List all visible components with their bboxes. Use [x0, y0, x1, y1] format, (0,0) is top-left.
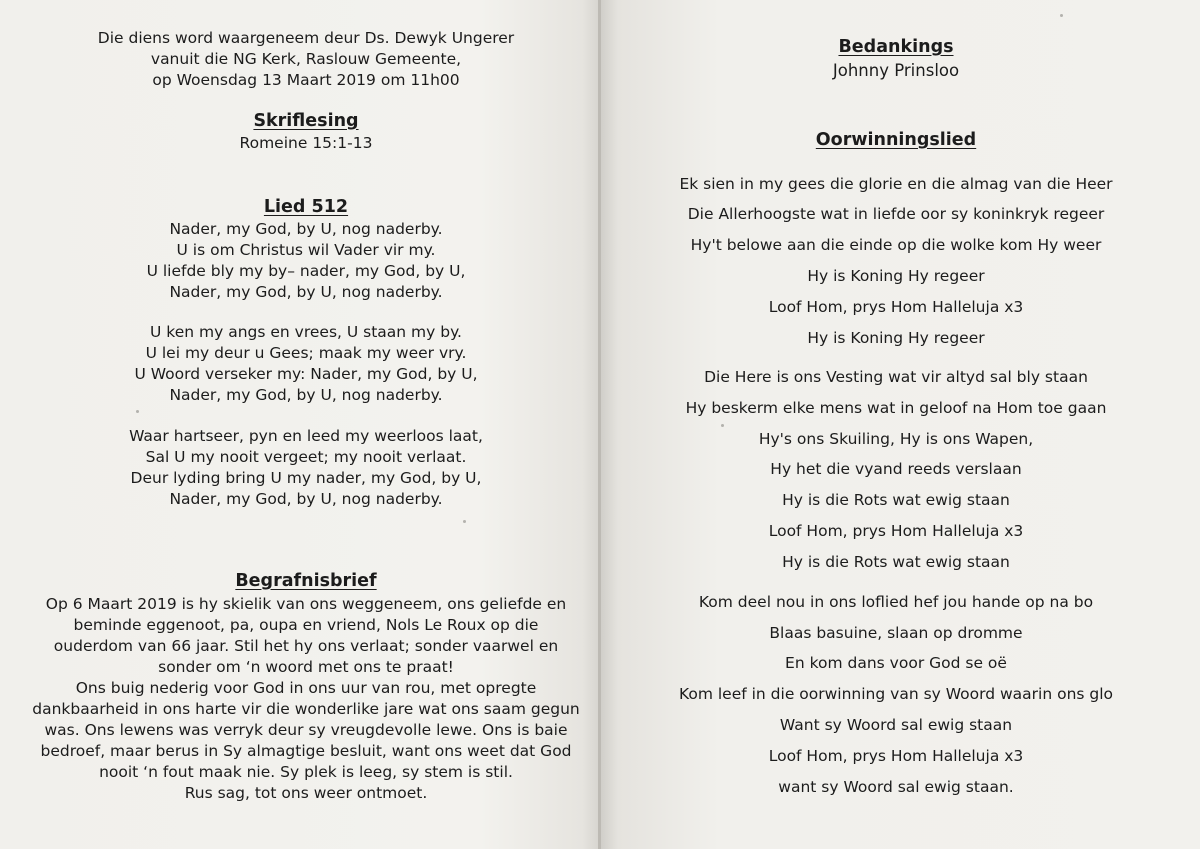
- funeral-letter-line: was. Ons lewens was verryk deur sy vreugdevolle lewe. Ons is baie: [44, 721, 568, 739]
- song-verse1-line: Hy is Koning Hy regeer: [807, 329, 985, 347]
- song-verse1-line: Hy't belowe aan die einde op die wolke kom Hy weer: [690, 236, 1102, 254]
- hymn-heading: Lied 512: [263, 197, 349, 217]
- hymn-verse3-line: Nader, my God, by U, nog naderby.: [169, 490, 443, 508]
- hymn-verse1-line: Nader, my God, by U, nog naderby.: [169, 220, 443, 238]
- song-verse3-line: Loof Hom, prys Hom Halleluja x3: [768, 747, 1024, 765]
- song-verse2-line: Die Here is ons Vesting wat vir altyd sal bly staan: [704, 368, 1088, 386]
- song-verse3-line: want sy Woord sal ewig staan.: [778, 778, 1014, 796]
- service-line-3: op Woensdag 13 Maart 2019 om 11h00: [152, 71, 460, 89]
- funeral-letter-line: Rus sag, tot ons weer ontmoet.: [184, 784, 428, 802]
- hymn-verse2-line: Nader, my God, by U, nog naderby.: [169, 386, 443, 404]
- service-line-2: vanuit die NG Kerk, Raslouw Gemeente,: [150, 50, 462, 68]
- hymn-verse2-line: U ken my angs en vrees, U staan my by.: [150, 323, 462, 341]
- hymn-verse2-line: U Woord verseker my: Nader, my God, by U,: [134, 365, 478, 383]
- hymn-verse3-line: Deur lyding bring U my nader, my God, by U,: [130, 469, 482, 487]
- song-verse3-line: Blaas basuine, slaan op dromme: [769, 624, 1023, 642]
- song-verse3-line: En kom dans voor God se oë: [785, 654, 1007, 672]
- funeral-letter-line: ouderdom van 66 jaar. Stil het hy ons verlaat; sonder vaarwel en: [53, 637, 559, 655]
- paper-speck: [463, 520, 466, 523]
- song-verse3-line: Kom deel nou in ons loflied hef jou hande op na bo: [698, 593, 1094, 611]
- paper-speck: [136, 410, 139, 413]
- hymn-verse3-line: Waar hartseer, pyn en leed my weerloos laat,: [129, 427, 483, 445]
- song-verse2-line: Hy beskerm elke mens wat in geloof na Hom toe gaan: [685, 399, 1107, 417]
- funeral-letter-line: nooit ‘n fout maak nie. Sy plek is leeg, sy stem is stil.: [99, 763, 513, 781]
- funeral-letter-line: Ons buig nederig voor God in ons uur van rou, met opregte: [75, 679, 537, 697]
- thanks-name: Johnny Prinsloo: [832, 61, 960, 80]
- right-page: [600, 0, 1200, 849]
- hymn-verse1-line: Nader, my God, by U, nog naderby.: [169, 283, 443, 301]
- paper-speck: [721, 424, 724, 427]
- hymn-verse2-line: U lei my deur u Gees; maak my weer vry.: [145, 344, 467, 362]
- song-verse2-line: Hy is die Rots wat ewig staan: [782, 553, 1010, 571]
- hymn-verse1-line: U liefde bly my by– nader, my God, by U,: [146, 262, 466, 280]
- song-verse3-line: Want sy Woord sal ewig staan: [779, 716, 1013, 734]
- song-verse1-line: Hy is Koning Hy regeer: [807, 267, 985, 285]
- center-fold: [598, 0, 601, 849]
- hymn-verse3-line: Sal U my nooit vergeet; my nooit verlaat.: [145, 448, 467, 466]
- song-verse1-line: Loof Hom, prys Hom Halleluja x3: [768, 298, 1024, 316]
- funeral-letter-line: beminde eggenoot, pa, oupa en vriend, Nols Le Roux op die: [73, 616, 539, 634]
- song-verse1-line: Ek sien in my gees die glorie en die almag van die Heer: [679, 175, 1113, 193]
- song-verse2-line: Hy is die Rots wat ewig staan: [782, 491, 1010, 509]
- funeral-letter-line: Op 6 Maart 2019 is hy skielik van ons weggeneem, ons geliefde en: [45, 595, 567, 613]
- scripture-reference: Romeine 15:1-13: [239, 134, 373, 152]
- funeral-letter-line: sonder om ‘n woord met ons te praat!: [158, 658, 454, 676]
- paper-speck: [1060, 14, 1063, 17]
- funeral-letter-line: bedroef, maar berus in Sy almagtige besluit, want ons weet dat God: [40, 742, 572, 760]
- song-verse2-line: Hy's ons Skuiling, Hy is ons Wapen,: [758, 430, 1034, 448]
- funeral-letter-line: dankbaarheid in ons harte vir die wonderlike jare wat ons saam gegun: [32, 700, 580, 718]
- right-page-content: [600, 0, 1196, 849]
- hymn-verse1-line: U is om Christus wil Vader vir my.: [176, 241, 436, 259]
- victory-song-heading: Oorwinningslied: [815, 130, 977, 150]
- thanks-heading: Bedankings: [838, 37, 954, 57]
- scripture-heading: Skriflesing: [253, 111, 359, 131]
- funeral-letter-heading: Begrafnisbrief: [235, 571, 377, 591]
- song-verse3-line: Kom leef in die oorwinning van sy Woord waarin ons glo: [678, 685, 1114, 703]
- song-verse2-line: Hy het die vyand reeds verslaan: [770, 460, 1022, 478]
- song-verse1-line: Die Allerhoogste wat in liefde oor sy koninkryk regeer: [687, 205, 1105, 223]
- song-verse2-line: Loof Hom, prys Hom Halleluja x3: [768, 522, 1024, 540]
- service-line-1: Die diens word waargeneem deur Ds. Dewyk Ungerer: [97, 29, 515, 47]
